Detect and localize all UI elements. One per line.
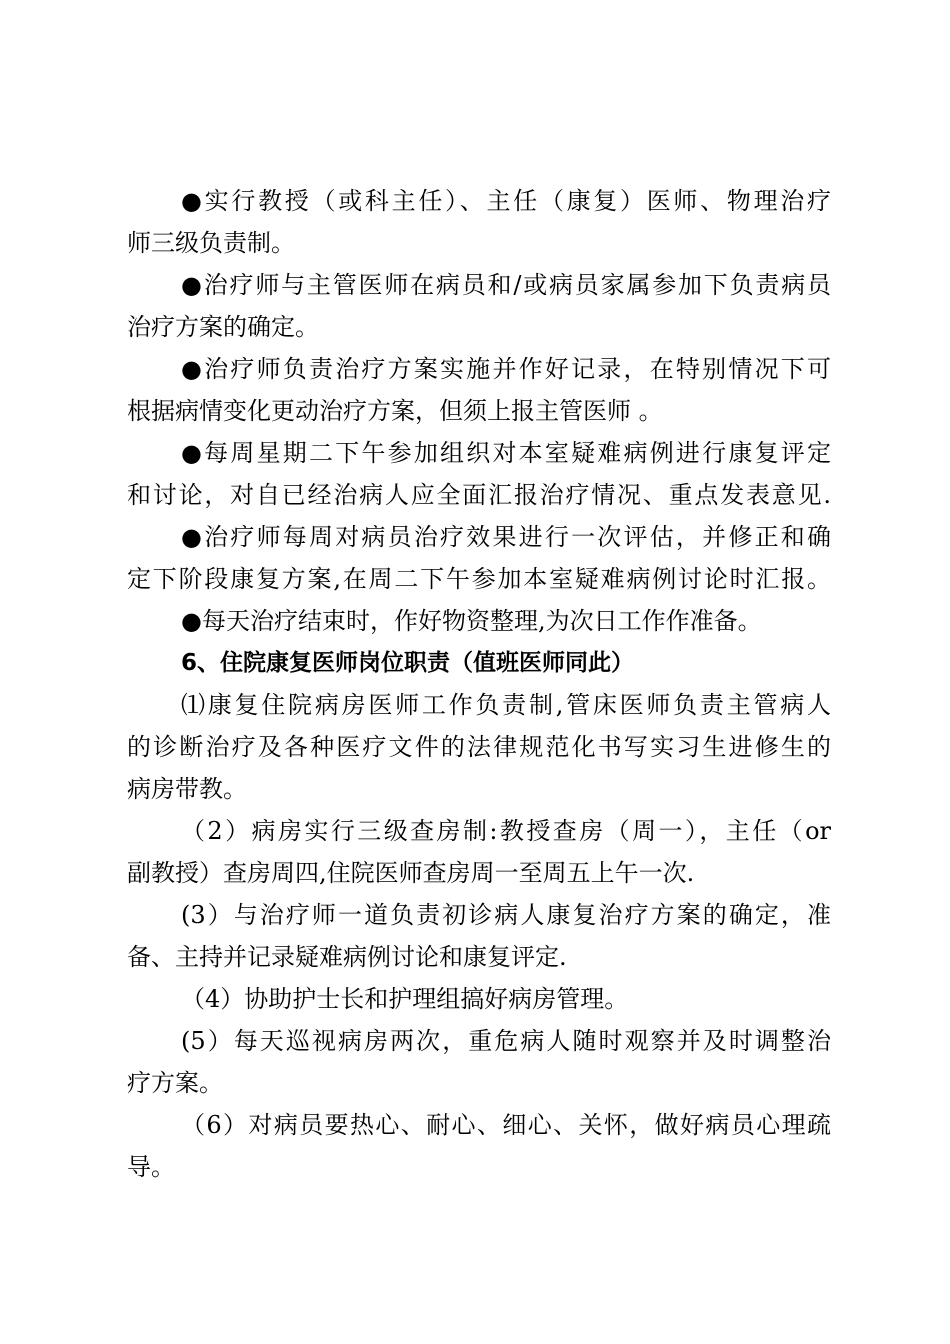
numbered-item-5 [127,1020,831,1104]
section-heading: 6、住院康复医师岗位职责（值班医师同此） [181,650,635,676]
paragraph-line: 治疗方案的确定。 [127,313,319,341]
paragraph-line: ●治疗师每周对病员治疗效果进行一次评估，并修正和确 [181,523,831,551]
paragraph-line: ●每周星期二下午参加组织对本室疑难病例进行康复评定 [181,439,831,467]
item-line: （2）病房实行三级查房制:教授查房（周一），主任（or [181,817,831,845]
item-line: 副教授）查房周四,住院医师查房周一至周五上午一次. [127,859,695,887]
paragraph-line: ●治疗师负责治疗方案实施并作好记录，在特别情况下可 [181,355,831,383]
document-body [127,180,831,1188]
item-line: 疗方案。 [127,1069,223,1097]
paragraph-line: 师三级负责制。 [127,229,295,257]
numbered-item-2 [127,810,831,894]
paragraph-line: 和讨论，对自已经治病人应全面汇报治疗情况、重点发表意见. [127,481,831,509]
item-line: (3）与治疗师一道负责初诊病人康复治疗方案的确定，准 [181,901,831,929]
item-line: 导。 [127,1153,175,1181]
numbered-item-6 [127,1104,831,1188]
bullet-paragraph-1 [127,180,831,264]
numbered-item-4 [127,978,831,1020]
paragraph-line: ●每天治疗结束时，作好物资整理,为次日工作作准备。 [181,607,762,635]
item-line: 备、主持并记录疑难病例讨论和康复评定. [127,943,567,971]
paragraph-line: ●实行教授（或科主任）、主任（康复）医师、物理治疗 [181,187,831,215]
item-line: （6）对病员要热心、耐心、细心、关怀，做好病员心理疏 [181,1111,831,1139]
paragraph-line: 定下阶段康复方案,在周二下午参加本室疑难病例讨论时汇报。 [127,565,831,593]
bullet-paragraph-5 [127,516,831,600]
item-line: 病房带教。 [127,775,247,803]
item-line: 的诊断治疗及各种医疗文件的法律规范化书写实习生进修生的 [127,733,831,761]
paragraph-line: 根据病情变化更动治疗方案，但须上报主管医师 。 [127,397,663,425]
item-line: （4）协助护士长和护理组搞好病房管理。 [181,985,629,1013]
numbered-item-3 [127,894,831,978]
paragraph-line: ●治疗师与主管医师在病员和/或病员家属参加下负责病员 [181,271,831,299]
bullet-paragraph-4 [127,432,831,516]
item-line: (5）每天巡视病房两次，重危病人随时观察并及时调整治 [181,1027,831,1055]
item-line: ⑴康复住院病房医师工作负责制,管床医师负责主管病人 [181,691,831,719]
bullet-paragraph-3 [127,348,831,432]
bullet-paragraph-2 [127,264,831,348]
numbered-item-1 [127,684,831,810]
bullet-paragraph-6 [127,600,831,642]
